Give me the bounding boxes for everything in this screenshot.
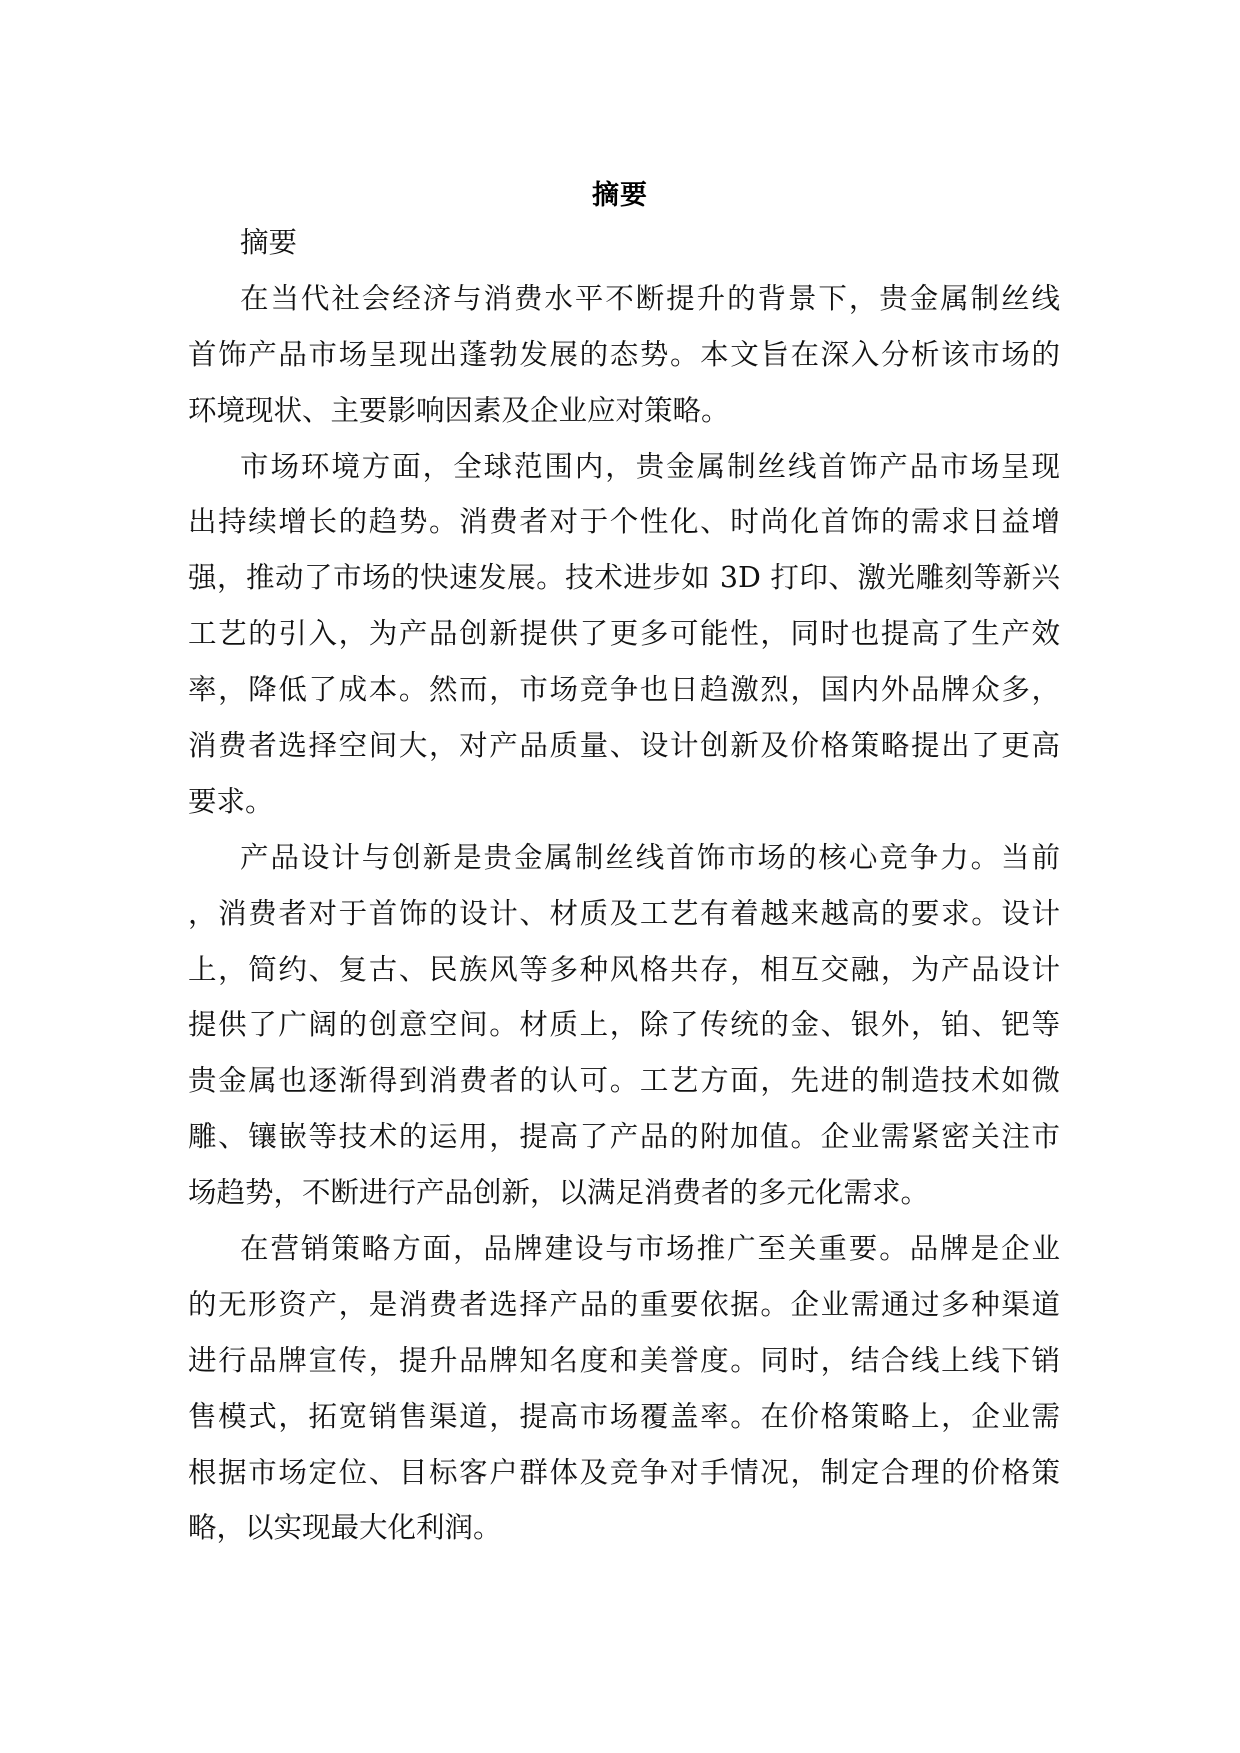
line-text: 根据市场定位、目标客户群体及竞争对手情况，制定合理的价格策 [188, 1455, 1060, 1489]
paragraph-line [188, 1228, 1060, 1284]
line-text: 略，以实现最大化利润。 [188, 1511, 502, 1545]
line-text: ，消费者对于首饰的设计、材质及工艺有着越来越高的要求。设计 [188, 896, 1060, 930]
line-text: 的无形资产，是消费者选择产品的重要依据。企业需通过多种渠道 [188, 1287, 1060, 1321]
paragraph-line [188, 893, 1060, 949]
line-text: 环境现状、主要影响因素及企业应对策略。 [188, 393, 730, 427]
line-text: 场趋势，不断进行产品创新，以满足消费者的多元化需求。 [188, 1176, 930, 1210]
paragraph-product-design [188, 837, 1060, 1228]
line-text: 上，简约、复古、民族风等多种风格共存，相互交融，为产品设计 [188, 952, 1060, 986]
subheading [188, 222, 1060, 278]
line-text: 出持续增长的趋势。消费者对于个性化、时尚化首饰的需求日益增 [188, 505, 1060, 539]
paragraph-line [188, 1507, 1060, 1563]
paragraph-line [188, 1116, 1060, 1172]
line-text: 雕、镶嵌等技术的运用，提高了产品的附加值。企业需紧密关注市 [188, 1120, 1060, 1154]
line-text: 率，降低了成本。然而，市场竞争也日趋激烈，国内外品牌众多， [188, 673, 1060, 707]
line-text: 市场环境方面，全球范围内，贵金属制丝线首饰产品市场呈现 [240, 449, 1060, 483]
line-text: 在当代社会经济与消费水平不断提升的背景下，贵金属制丝线 [240, 281, 1060, 315]
paragraph-line [188, 1172, 1060, 1228]
line-text: 消费者选择空间大，对产品质量、设计创新及价格策略提出了更高 [188, 729, 1060, 763]
line-text: 贵金属也逐渐得到消费者的认可。工艺方面，先进的制造技术如微 [188, 1064, 1060, 1098]
line-text: 要求。 [188, 784, 274, 818]
paragraph-intro [188, 278, 1060, 446]
line-text: 工艺的引入，为产品创新提供了更多可能性，同时也提高了生产效 [188, 617, 1060, 651]
paragraph-line [188, 1284, 1060, 1340]
paragraph-line [188, 334, 1060, 390]
paragraph-market-environment [188, 446, 1060, 837]
paragraph-line [188, 278, 1060, 334]
line-text: 提供了广阔的创意空间。材质上，除了传统的金、银外，铂、钯等 [188, 1008, 1060, 1042]
line-text: 在营销策略方面，品牌建设与市场推广至关重要。品牌是企业 [240, 1232, 1060, 1266]
line-text: 产品设计与创新是贵金属制丝线首饰市场的核心竞争力。当前 [240, 840, 1060, 874]
paragraph-line [188, 613, 1060, 669]
paragraph-line [188, 781, 1060, 837]
paragraph-line [188, 557, 1060, 613]
subheading-text: 摘要 [240, 226, 298, 259]
paragraph-line [188, 949, 1060, 1005]
paragraph-line [188, 446, 1060, 502]
paragraph-line [188, 390, 1060, 446]
paragraph-line [188, 837, 1060, 893]
line-text: 进行品牌宣传，提升品牌知名度和美誉度。同时，结合线上线下销 [188, 1343, 1060, 1377]
paragraph-line [188, 1004, 1060, 1060]
paragraph-marketing-strategy [188, 1228, 1060, 1563]
line-text: 强，推动了市场的快速发展。技术进步如 3D 打印、激光雕刻等新兴 [188, 561, 1060, 595]
paragraph-line [188, 669, 1060, 725]
line-text: 首饰产品市场呈现出蓬勃发展的态势。本文旨在深入分析该市场的 [188, 337, 1060, 371]
paragraph-line [188, 1452, 1060, 1508]
paragraph-line [188, 1396, 1060, 1452]
page-title: 摘要 [592, 180, 648, 211]
paragraph-line [188, 1340, 1060, 1396]
paragraph-line [188, 1060, 1060, 1116]
paragraph-line [188, 725, 1060, 781]
line-text: 售模式，拓宽销售渠道，提高市场覆盖率。在价格策略上，企业需 [188, 1399, 1060, 1433]
paragraph-line [188, 501, 1060, 557]
document-body [188, 222, 1060, 1563]
